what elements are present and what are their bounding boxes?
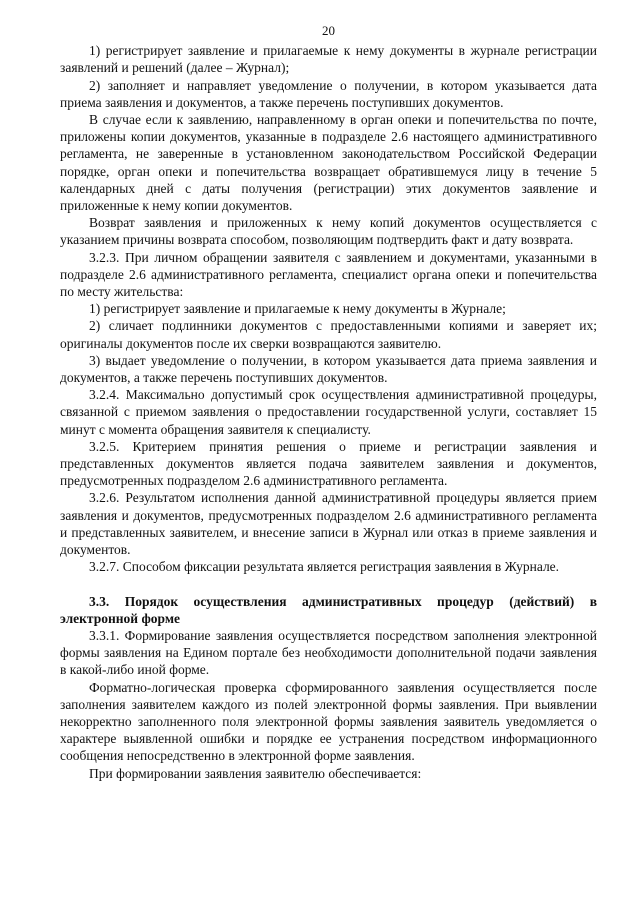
paragraph: 1) регистрирует заявление и прилагаемые к нему документы в Журнале; bbox=[89, 301, 506, 317]
section-spacer bbox=[60, 576, 597, 593]
paragraph: Возврат заявления и приложенных к нему копий документов осуществляется с указанием причины возврата способом, позволяющим подтвердить факт и дату возврата. bbox=[60, 215, 597, 248]
paragraph: 3.2.4. Максимально допустимый срок осуществления административной процедуры, связанной с приемом заявления о предоставлении государственной услуги, составляет 15 минут с момента обращения заявителя к специалисту. bbox=[60, 387, 597, 437]
paragraph: При формировании заявления заявителю обеспечивается: bbox=[89, 765, 422, 781]
paragraph: 1) регистрирует заявление и прилагаемые к нему документы в журнале регистрации заявлений и решений (далее – Журнал); bbox=[60, 43, 597, 76]
paragraph: 3.2.7. Способом фиксации результата является регистрация заявления в Журнале. bbox=[89, 559, 560, 575]
page-number: 20 bbox=[322, 23, 335, 38]
document-page bbox=[60, 22, 597, 882]
paragraph: 2) заполняет и направляет уведомление о получении, в котором указывается дата приема заявления и документов, а также перечень поступивших документов. bbox=[60, 77, 597, 110]
paragraph: 3.2.5. Критерием принятия решения о приеме и регистрации заявления и представленных документов является подача заявителем заявления и документов, предусмотренных подразделом 2.6 административного регламента. bbox=[60, 438, 597, 489]
paragraph: 2) сличает подлинники документов с предоставленными копиями и заверяет их; оригиналы документов после их сверки возвращаются заявителю. bbox=[60, 318, 597, 351]
paragraph: 3.3.1. Формирование заявления осуществляется посредством заполнения электронной формы заявления на Едином портале без необходимости дополнительной подачи заявления в какой-либо иной форме. bbox=[60, 627, 597, 678]
paragraph: Форматно-логическая проверка сформированного заявления осуществляется после заполнения заявителем каждого из полей электронной формы заявления. При выявлении некорректно заполненного поля электронной формы заявления заявитель уведомляется о характере выявленной ошибки и порядке ее устранения посредством информационного сообщения непосредственно в электронной форме заявления. bbox=[60, 679, 597, 764]
section-heading: 3.3. Порядок осуществления административных процедур (действий) в электронной форме bbox=[60, 593, 597, 626]
paragraph: 3.2.6. Результатом исполнения данной административной процедуры является прием заявления и документов, предусмотренных подразделом 2.6 административного регламента и представленных заявителем, и внесение записи в Журнал или отказ в приеме заявления и документов. bbox=[60, 490, 597, 558]
paragraph: 3.2.3. При личном обращении заявителя с заявлением и документами, указанными в подразделе 2.6 административного регламента, специалист органа опеки и попечительства по месту жительства: bbox=[60, 249, 597, 300]
paragraph: В случае если к заявлению, направленному в орган опеки и попечительства по почте, приложены копии документов, указанные в подразделе 2.6 настоящего административного регламента, не заверенные в установленном законодательством Российской Федерации порядке, орган опеки и попечительства возвращает обратившемуся лицу в течение 5 календарных дней с даты получения (регистрации) этих документов заявление и приложенные к нему копии документов. bbox=[60, 112, 597, 214]
paragraph: 3) выдает уведомление о получении, в котором указывается дата приема заявления и документов, а также перечень поступивших документов. bbox=[60, 352, 597, 386]
